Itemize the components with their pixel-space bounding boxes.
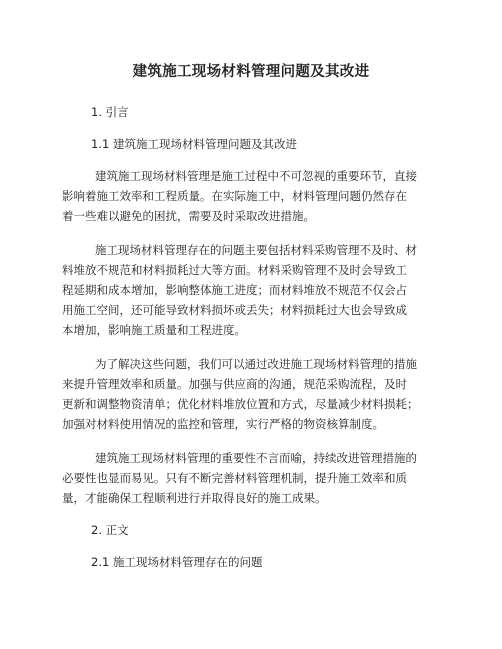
paragraph-line: 用施工空间，还可能导致材料损坏或丢失；材料损耗过大也会导致成 [62, 303, 407, 317]
subsection-heading-1-1: 1.1 建筑施工现场材料管理问题及其改进 [91, 137, 297, 151]
paragraph-line: 影响着施工效率和工程质量。在实际施工中，材料管理问题仍然存在 [62, 189, 407, 203]
paragraph [0, 240, 502, 340]
paragraph-line: 程延期和成本增加，影响整体施工进度；而材料堆放不规范不仅会占 [62, 283, 407, 297]
paragraph-line: 建筑施工现场材料管理是施工过程中不可忽视的重要环节，直接 [95, 169, 417, 183]
paragraph-line: 加强对材料使用情况的监控和管理，实行严格的物资核算制度。 [62, 417, 384, 431]
paragraph-line: 料堆放不规范和材料损耗过大等方面。材料采购管理不及时会导致工 [62, 263, 407, 277]
paragraph [0, 166, 502, 226]
document-title: 建筑施工现场材料管理问题及其改进 [132, 64, 370, 80]
paragraph-line: 着一些难以避免的困扰，需要及时采取改进措施。 [62, 209, 315, 223]
section-heading-introduction: 1. 引言 [91, 105, 129, 119]
paragraph-line: 为了解决这些问题，我们可以通过改进施工现场材料管理的措施 [95, 357, 417, 371]
paragraph-line: 施工现场材料管理存在的问题主要包括材料采购管理不及时、材 [95, 243, 417, 257]
subsection-heading-2-1: 2.1 施工现场材料管理存在的问题 [91, 555, 263, 569]
paragraph-line: 建筑施工现场材料管理的重要性不言而喻，持续改进管理措施的 [95, 451, 417, 465]
paragraph-line: 更新和调整物资清单；优化材料堆放位置和方式，尽量减少材料损耗； [62, 397, 419, 411]
paragraph-line: 必要性也显而易见。只有不断完善材料管理机制，提升施工效率和质 [62, 471, 407, 485]
section-heading-main-body: 2. 正文 [91, 523, 129, 537]
paragraph-line: 量，才能确保工程顺利进行并取得良好的施工成果。 [62, 491, 327, 505]
paragraph [0, 354, 502, 434]
paragraph-line: 本增加，影响施工质量和工程进度。 [62, 323, 246, 337]
paragraph-line: 来提升管理效率和质量。加强与供应商的沟通，规范采购流程，及时 [62, 377, 407, 391]
paragraph [0, 448, 502, 508]
